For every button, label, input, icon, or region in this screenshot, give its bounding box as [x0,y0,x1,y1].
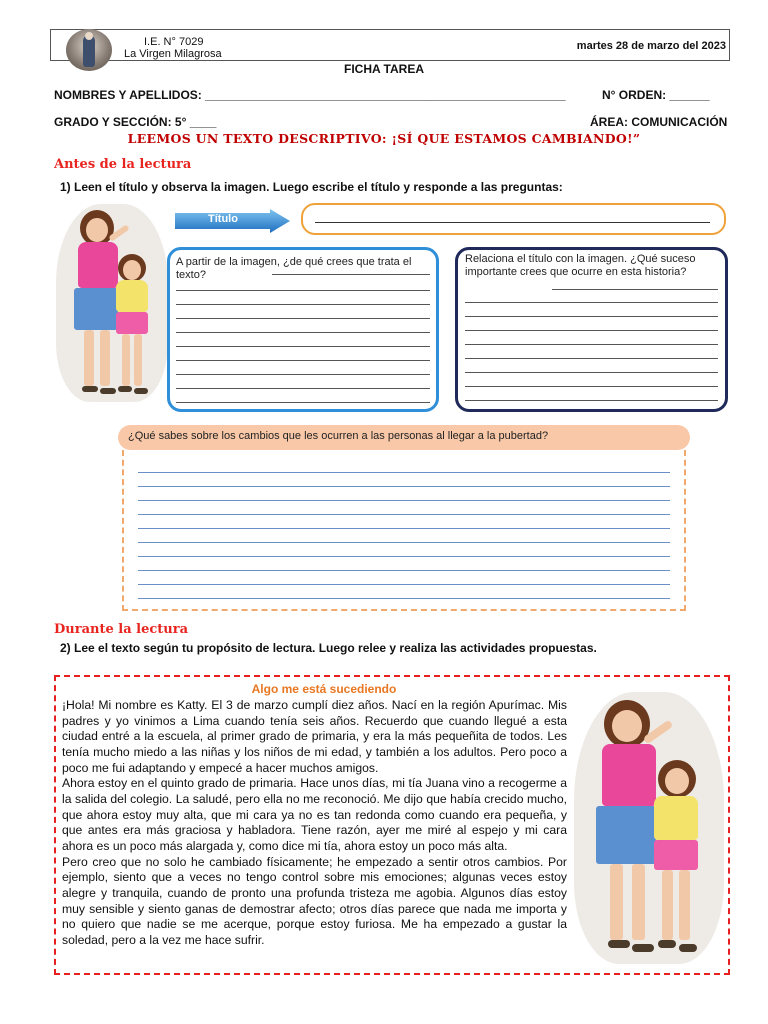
reading-paragraph-2: Ahora estoy en el quinto grado de primaria. Hace unos días, mi tía Juana vino a recogerme a la salida del colegio. La saludé, pero ella no me reconoció. Me dijo que había crecido mucho, que ahora estoy muy alta, que mi cara ya no es tan redonda como cuando era pequeña, y que antes era más graciosa y habladora. Tiene razón, ayer me miré al espejo y mi cara ahora es un poco más alargada y, como dice mi tía, ahora estoy un poco más alta. [62,776,567,853]
answer-line[interactable] [138,500,670,501]
answer-line[interactable] [138,528,670,529]
pubertad-answer-box[interactable] [122,450,686,611]
answer-line[interactable] [465,330,718,331]
answer-line[interactable] [176,318,430,319]
answer-line[interactable] [176,346,430,347]
grade-field[interactable]: GRADO Y SECCIÓN: 5° ____ [54,115,217,129]
answer-line[interactable] [465,302,718,303]
main-title: LEEMOS UN TEXTO DESCRIPTIVO: ¡SÍ QUE ESTAMOS CAMBIANDO!” [127,131,641,146]
answer-line[interactable] [176,332,430,333]
answer-line[interactable] [176,402,430,403]
reading-paragraph-3: Pero creo que no solo he cambiado físicamente; he empezado a sentir otros cambios. Por ejemplo, siento que a veces no tengo control sobre mis emociones; algunas veces estoy alegre y tranquila, cuando de pronto una profunda tristeza me agobia. Algunos días estoy muy sensible y siento ganas de demostrar afecto; otros días parece que nada me importa y no quiero que nadie se me acerque, porque estoy furiosa. Me ha empezado a gustar la soledad, pero a la vez me hace sufrir. [62,854,567,947]
answer-line[interactable] [176,360,430,361]
answer-line[interactable] [176,290,430,291]
answer-line[interactable] [138,570,670,571]
answer-line[interactable] [272,274,430,275]
answer-line[interactable] [138,556,670,557]
order-field[interactable]: N° ORDEN: ______ [602,88,710,102]
reading-title: Algo me está sucediendo [251,682,397,696]
area-label: ÁREA: COMUNICACIÓN [590,115,728,129]
answer-line[interactable] [138,472,670,473]
answer-line[interactable] [176,388,430,389]
durante-heading: Durante la lectura [54,622,188,637]
answer-line[interactable] [465,344,718,345]
reading-paragraph-1: ¡Hola! Mi nombre es Katty. El 3 de marzo cumplí diez años. Nací en la región Apurímac. Mis padres y yo vinimos a Lima cuando tenía seis años. Recuerdo que cuando llegué a esta ciudad entré a la escuela, al primer grado de primaria, y era la más pequeñita de todos. Les tenía mucho miedo a las niñas y los niños de mi edad, y también a los adultos. Pero poco a poco me fui adaptando y empecé a hacer muchos amigos. [62,698,567,775]
titulo-answer-box[interactable] [301,203,726,235]
question-2-text: Relaciona el título con la imagen. ¿Qué suceso importante crees que ocurre en esta historia? [465,253,696,278]
question-1-text: A partir de la imagen, ¿de qué crees que trata el texto? [176,256,412,281]
titulo-answer-line[interactable] [315,222,710,223]
answer-line[interactable] [138,598,670,599]
virgin-head-icon [85,32,93,40]
answer-line[interactable] [138,542,670,543]
date-text: martes 28 de marzo del 2023 [576,40,726,52]
answer-line[interactable] [465,358,718,359]
school-number: I.E. N° 7029 [144,36,204,48]
answer-line[interactable] [465,372,718,373]
antes-instruction: 1) Leen el título y observa la imagen. Luego escribe el título y responde a las preguntas: [60,180,563,194]
answer-line[interactable] [176,374,430,375]
answer-line[interactable] [465,400,718,401]
school-name: La Virgen Milagrosa [124,48,222,60]
mother-daughter-illustration-small [56,202,168,404]
antes-heading: Antes de la lectura [54,157,192,172]
answer-line[interactable] [552,289,718,290]
reading-text [62,698,567,949]
answer-line[interactable] [465,316,718,317]
answer-line[interactable] [138,584,670,585]
answer-line[interactable] [138,514,670,515]
answer-line[interactable] [465,386,718,387]
name-field[interactable]: NOMBRES Y APELLIDOS: ______________________________________________________ [54,88,566,102]
ficha-title: FICHA TAREA [344,62,424,76]
mother-daughter-illustration-large [574,690,726,968]
durante-instruction: 2) Lee el texto según tu propósito de lectura. Luego relee y realiza las actividades propuestas. [60,641,597,655]
answer-line[interactable] [138,486,670,487]
question-3-text: ¿Qué sabes sobre los cambios que les ocurren a las personas al llegar a la pubertad? [128,430,549,442]
titulo-label: Título [208,213,238,225]
answer-line[interactable] [176,304,430,305]
